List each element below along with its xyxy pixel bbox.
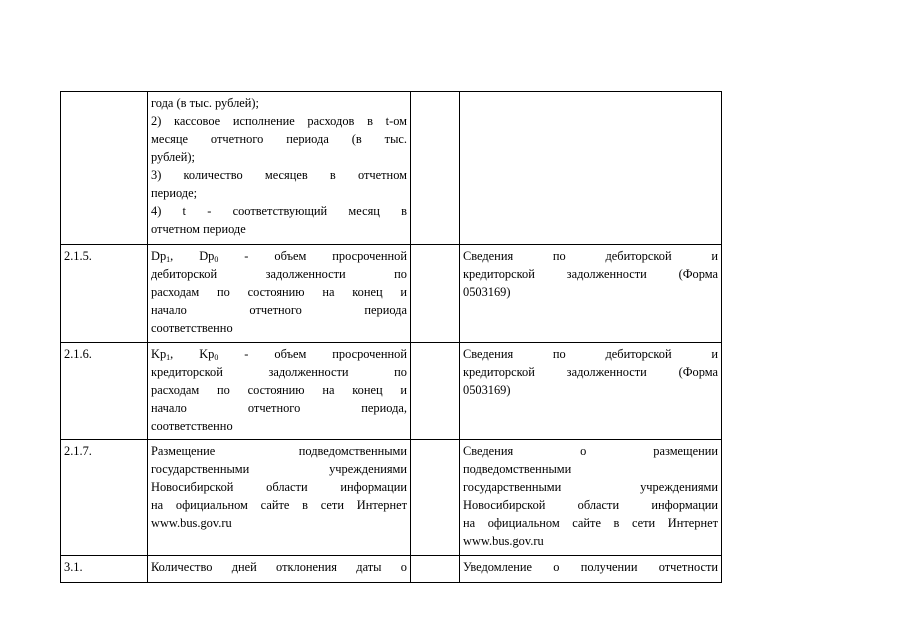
empty-cell [411, 92, 460, 245]
description-line: начало отчетного периода, [151, 401, 407, 415]
source-line: 0503169) [463, 383, 511, 397]
empty-cell [411, 245, 460, 343]
source-line: на официальном сайте в сети Интернет [463, 516, 718, 530]
table-row [61, 556, 722, 583]
source-line: Уведомление о получении отчетности [463, 560, 718, 574]
row-number-cell: 2.1.5. [61, 245, 148, 343]
empty-cell [411, 343, 460, 440]
formula-variable: Dp [151, 249, 167, 263]
description-line: www.bus.gov.ru [151, 516, 232, 530]
table-row [61, 343, 722, 440]
source-cell [460, 245, 722, 343]
description-line: расходам по состоянию на конец и [151, 383, 407, 397]
description-line: Количество дней отклонения даты о [151, 560, 407, 574]
row-number-cell: 3.1. [61, 556, 148, 583]
formula-variable: Dp [199, 249, 215, 263]
description-cell [148, 556, 411, 583]
source-cell [460, 343, 722, 440]
description-line: на официальном сайте в сети Интернет [151, 498, 407, 512]
description-line [151, 345, 407, 363]
formula-separator: , [170, 347, 200, 361]
source-line: Новосибирской области информации [463, 498, 718, 512]
description-cell [148, 440, 411, 556]
source-cell [460, 92, 722, 245]
description-line: соответственно [151, 321, 233, 335]
source-cell [460, 440, 722, 556]
formula-subscript: 1 [166, 353, 171, 362]
source-line: www.bus.gov.ru [463, 534, 544, 548]
description-line: кредиторской задолженности по [151, 365, 407, 379]
description-line: 2) кассовое исполнение расходов в t-ом [151, 114, 407, 128]
source-cell [460, 556, 722, 583]
description-line: расходам по состоянию на конец и [151, 285, 407, 299]
row-number-cell: 2.1.7. [61, 440, 148, 556]
formula-variable: Kp [199, 347, 215, 361]
table-row [61, 92, 722, 245]
description-line: года (в тыс. рублей); [151, 96, 259, 110]
empty-cell [411, 556, 460, 583]
formula-description: - объем просроченной [218, 347, 407, 361]
description-line: начало отчетного периода [151, 303, 407, 317]
source-line: Сведения по дебиторской и [463, 249, 718, 263]
description-line: Новосибирской области информации [151, 480, 407, 494]
row-number-cell [61, 92, 148, 245]
table-row [61, 245, 722, 343]
description-cell [148, 245, 411, 343]
formula-variable: Kp [151, 347, 167, 361]
description-cell [148, 92, 411, 245]
source-line: кредиторской задолженности (Форма [463, 365, 718, 379]
description-line: рублей); [151, 150, 195, 164]
description-line: соответственно [151, 419, 233, 433]
description-line: месяце отчетного периода (в тыс. [151, 132, 407, 146]
row-number-cell: 2.1.6. [61, 343, 148, 440]
formula-separator: , [170, 249, 200, 263]
description-line: периоде; [151, 186, 198, 200]
source-line: Сведения по дебиторской и [463, 347, 718, 361]
description-cell [148, 343, 411, 440]
source-line: кредиторской задолженности (Форма [463, 267, 718, 281]
description-line: государственными учреждениями [151, 462, 407, 476]
empty-cell [411, 440, 460, 556]
source-line: Сведения о размещении [463, 444, 718, 458]
description-line: отчетном периоде [151, 222, 246, 236]
formula-subscript: 0 [214, 353, 219, 362]
source-line: подведомственными [463, 462, 572, 476]
source-line: государственными учреждениями [463, 480, 718, 494]
criteria-table [60, 91, 722, 583]
description-line: дебиторской задолженности по [151, 267, 407, 281]
description-line: 3) количество месяцев в отчетном [151, 168, 407, 182]
description-line [151, 247, 407, 265]
source-line: 0503169) [463, 285, 511, 299]
formula-subscript: 1 [166, 255, 171, 264]
formula-description: - объем просроченной [218, 249, 407, 263]
description-line: 4) t - соответствующий месяц в [151, 204, 407, 218]
description-line: Размещение подведомственными [151, 444, 407, 458]
table-row [61, 440, 722, 556]
formula-subscript: 0 [214, 255, 219, 264]
